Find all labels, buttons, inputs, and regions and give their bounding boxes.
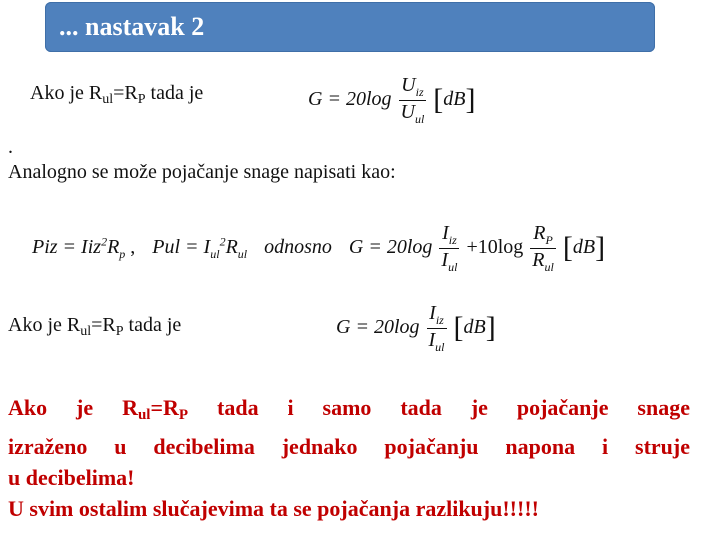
condition-text: tada je (145, 82, 204, 104)
condition-sub: P (115, 324, 124, 339)
formula-numerator: I (429, 302, 436, 324)
odnosno-text: odnosno (264, 236, 332, 259)
condition-text: =R (91, 314, 116, 336)
formula-lhs: G = 20log (348, 236, 433, 259)
formula-denominator: I (428, 329, 436, 351)
formula-unit: dB (443, 88, 466, 111)
condition-sub: P (137, 92, 146, 107)
analog-intro-text: Analogno se može pojačanje snage napisati kao: (8, 161, 396, 183)
condition-text: =R (113, 82, 138, 104)
current-gain-formula: G = 20log $\frac{I_{iz}}{I_{ul}}$ [dB] (336, 302, 496, 354)
separator-dot: . (8, 136, 13, 158)
conclusion-paragraph (8, 392, 690, 524)
formula-fraction: $\frac{R_P}{R_{ul}}$ (532, 222, 554, 274)
formula-sub: iz (435, 313, 444, 327)
conclusion-line: u decibelima! (8, 465, 135, 490)
slide-title-bar (45, 2, 655, 52)
formula-plus-log: +10log (466, 236, 524, 259)
condition-sub: ul (80, 324, 92, 339)
formula-sub: iz (415, 85, 424, 99)
conclusion-line: U svim ostalim slučajevima ta se pojačanja razlikuju!!!!! (8, 496, 539, 521)
piz-formula: Piz = $Iiz^2R_p$ (32, 234, 126, 262)
formula-unit: dB (572, 236, 596, 259)
condition-text: Ako je R (30, 82, 103, 104)
condition-line-current (8, 314, 181, 340)
formula-lhs: G = 20log (336, 316, 420, 339)
power-gain-formulas: Piz = $Iiz^2R_p$ , Pul = $I_{ul}^2R_{ul}$ odnosno G = 20log $\frac{I_{iz}}{I_{ul}}$ +10log $\frac{R_P}{R_{ul}}$ [dB] (32, 222, 606, 274)
formula-fraction: $\frac{I_{iz}}{I_{ul}}$ (441, 222, 458, 274)
formula-fraction (399, 74, 427, 127)
slide-title: ... nastavak 2 (59, 12, 205, 41)
formula-sub: ul (435, 340, 445, 354)
condition-text: tada je (123, 314, 182, 336)
formula-numerator: U (401, 74, 416, 96)
formula-fraction (427, 302, 447, 355)
formula-denominator: U (400, 101, 415, 123)
conclusion-line: izraženo u decibelima jednako pojačanju napona i struje (8, 434, 690, 459)
condition-line-voltage (30, 82, 203, 108)
formula-unit: dB (463, 316, 486, 339)
condition-text: Ako je R (8, 314, 81, 336)
condition-sub: ul (102, 92, 114, 107)
pul-formula: Pul = $I_{ul}^2R_{ul}$ (152, 234, 248, 262)
formula-sub: ul (414, 112, 425, 126)
formula-lhs: G = 20log (308, 88, 392, 111)
conclusion-line: Ako je $R_{ul}=R_P$ tada i samo tada je pojačanje snage (8, 395, 690, 423)
voltage-gain-formula: G = 20log $\frac{U_{iz}}{U_{ul}}$ [dB] (308, 74, 476, 126)
